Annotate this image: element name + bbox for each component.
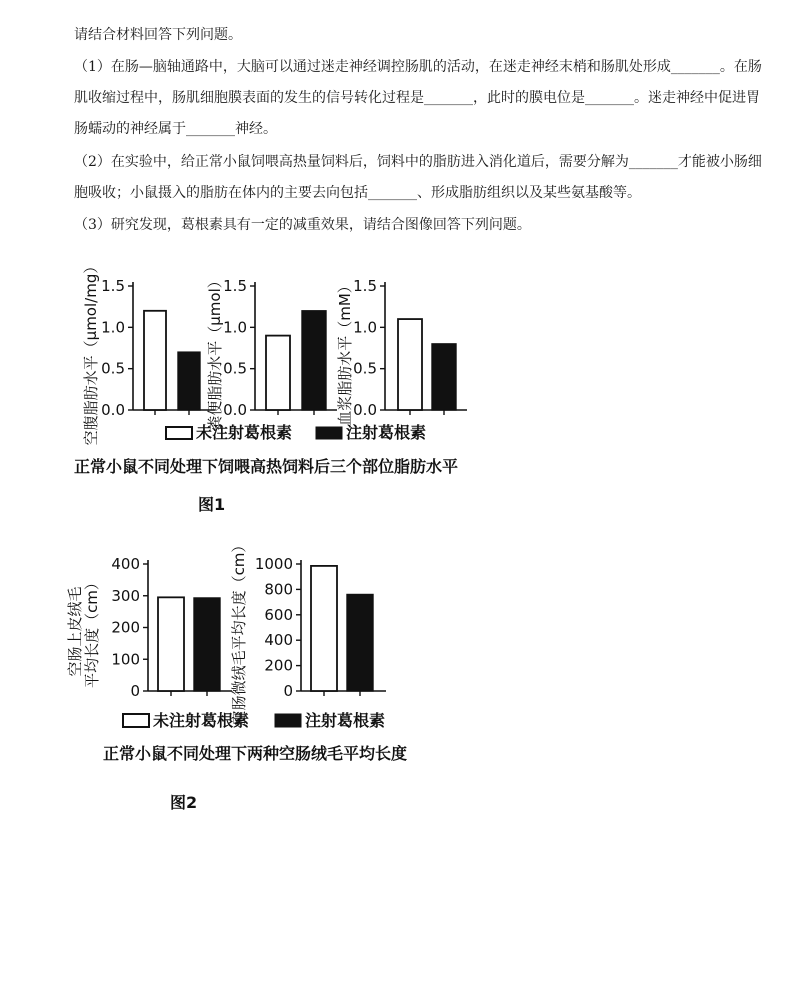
- fig1-panel-3-y-tick-label: 1.0: [353, 318, 377, 337]
- fig1-panel-2-y-tick-label: 1.5: [223, 277, 247, 295]
- fig1-panel-1-y-label: 空腹脂肪水平（μmol/mg）: [82, 258, 100, 446]
- fig1-legend-label: 未注射葛根素: [196, 423, 293, 442]
- fig2-panel-2-y-tick-label: 200: [264, 656, 293, 675]
- fig2-panel-1-y-label: 空肠上皮绒毛平均长度（cm）: [65, 575, 101, 688]
- fig1-panel-3-y-tick-label: 0.5: [353, 359, 377, 378]
- fig2-panel-1-y-tick-label: 400: [111, 555, 140, 573]
- fig1-legend-swatch-untreated: [166, 427, 192, 439]
- question-1: （1）在肠—脑轴通路中，大脑可以通过迷走神经调控肠肌的活动，在迷走神经末梢和肠肌处形成_______。在肠肌收缩过程中，肠肌细胞膜表面的发生的信号转化过程是_______，此时的膜电位是_______。迷走神经中促进胃肠蠕动的神经属于_______神经。: [74, 59, 762, 137]
- fig2-panel-1-y-tick-label: 100: [111, 650, 140, 669]
- fig1-panel-1-y-tick-label: 1.5: [101, 277, 125, 295]
- fig2-panel-2-y-tick-label: 600: [264, 605, 293, 624]
- question-3: （3）研究发现，葛根素具有一定的减重效果，请结合图像回答下列问题。: [74, 217, 531, 233]
- fig1-panel-2-y-tick-label: 0.0: [223, 401, 247, 419]
- fig2-panel-1-y-tick-label: 300: [111, 586, 140, 605]
- intro-text: 请结合材料回答下列问题。: [74, 27, 242, 43]
- fig1-panel-3-bar-untreated: [398, 319, 422, 410]
- fig1-panel-1-y-tick-label: 0.5: [101, 359, 125, 378]
- fig2-label: 图2: [170, 793, 198, 812]
- fig2-panel-2-y-tick-label: 800: [264, 580, 293, 599]
- fig2-panel-1-y-tick-label: 200: [111, 618, 140, 637]
- fig2-panel-2-bar-untreated: [311, 566, 337, 691]
- fig1-panel-1-y-tick-label: 1.0: [101, 318, 125, 337]
- fig1-panel-3-y-tick-label: 0.0: [353, 401, 377, 419]
- fig1-label: 图1: [198, 495, 226, 514]
- fig1-legend-label: 注射葛根素: [346, 423, 427, 442]
- fig2-panel-2-y-label: 空肠微绒毛平均长度（cm）: [230, 537, 248, 726]
- fig1-panel-3-bar-treated: [432, 344, 456, 410]
- fig2-legend-swatch-untreated: [123, 714, 149, 727]
- fig1-panel-1-y-tick-label: 0.0: [101, 401, 125, 419]
- fig1-panel-2-bar-untreated: [266, 336, 290, 410]
- fig2-panel-2-y-tick-label: 400: [264, 631, 293, 650]
- fig1-panel-2-y-tick-label: 1.0: [223, 318, 247, 337]
- fig2-caption: 正常小鼠不同处理下两种空肠绒毛平均长度: [103, 744, 408, 763]
- question-2: （2）在实验中，给正常小鼠饲喂高热量饲料后，饲料中的脂肪进入消化道后，需要分解为_______才能被小肠细胞吸收；小鼠摄入的脂肪在体内的主要去向包括_______、形成脂肪组织以及某些氨基酸等。: [74, 154, 762, 201]
- fig2-panel-2-y-tick-label: 0: [283, 682, 293, 700]
- fig1-panel-1-bar-treated: [178, 352, 200, 410]
- fig1-panel-3-y-tick-label: 1.5: [353, 277, 377, 295]
- fig1-panel-2-y-label: 粪便脂肪水平（μmol）: [206, 273, 224, 431]
- fig1-panel-2-bar-treated: [302, 311, 326, 410]
- fig1-panel-3-y-label: 血浆脂肪水平（mM）: [336, 278, 354, 426]
- fig2-panel-2-bar-treated: [347, 594, 373, 691]
- fig2-legend-label: 注射葛根素: [305, 711, 386, 730]
- fig2-legend-label: 未注射葛根素: [153, 711, 250, 730]
- fig1-panel-2-y-tick-label: 0.5: [223, 359, 247, 378]
- fig1-legend-swatch-treated: [316, 427, 342, 439]
- fig1-caption: 正常小鼠不同处理下饲喂高热饲料后三个部位脂肪水平: [74, 457, 459, 476]
- fig2-panel-1-bar-untreated: [158, 597, 184, 691]
- fig2-panel-1-bar-treated: [194, 598, 220, 691]
- fig2-panel-2-y-tick-label: 1000: [254, 555, 293, 573]
- fig1-panel-1-bar-untreated: [144, 311, 166, 410]
- fig2-legend-swatch-treated: [275, 714, 301, 727]
- fig2-panel-1-y-tick-label: 0: [130, 682, 140, 700]
